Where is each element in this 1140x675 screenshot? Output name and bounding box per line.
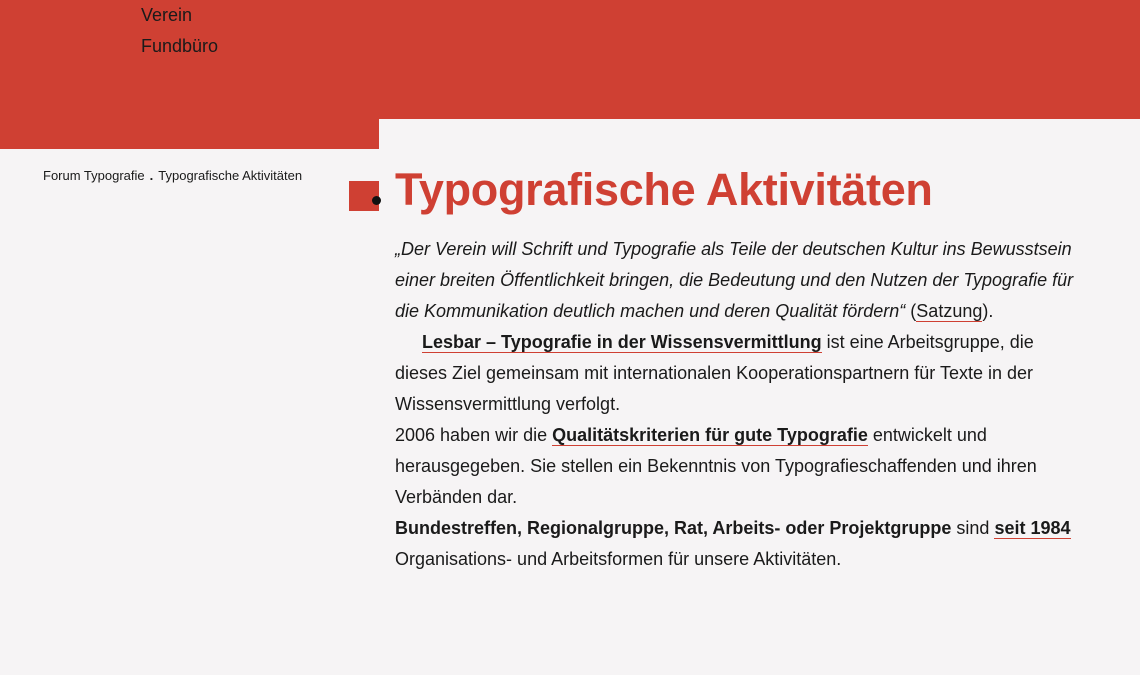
lesbar-link[interactable]: Lesbar – Typografie in der Wissensvermittlung [422, 332, 822, 352]
lesbar-paragraph [395, 327, 1085, 420]
breadcrumb-home-link[interactable]: Forum Typografie [43, 168, 145, 183]
breadcrumb [43, 168, 302, 183]
lesbar-text: ist eine Arbeitsgruppe, die dieses Ziel gemeinsam mit internationalen Kooperationspartnern für Texte in der Wissensvermittlung verfolgt. [395, 332, 1034, 414]
seit-1984-link[interactable]: seit 1984 [994, 518, 1071, 538]
main-nav [141, 0, 218, 62]
breadcrumb-separator: . [149, 168, 154, 183]
kriterien-text: entwickelt und herausgegeben. Sie stellen ein Bekenntnis von Typografieschaffenden und ihren Verbänden dar. [395, 425, 1037, 507]
nav-item-fundbuero[interactable]: Fundbüro [141, 36, 219, 56]
quote-text: „Der Verein will Schrift und Typografie als Teile der deutschen Kultur ins Bewusstsein einer breiten Öffentlichkeit bringen, die Bedeutung und den Nutzen der Typografie für die Kommunikation deutlich machen und deren Qualität fördern“ [395, 239, 1074, 321]
quote-paren-close: ). [982, 301, 994, 321]
header-band-extension [0, 119, 379, 149]
breadcrumb-current: Typografische Aktivitäten [158, 168, 303, 183]
page-title: Typografische Aktivitäten [395, 164, 933, 215]
forms-bold: Bundestreffen, Regionalgruppe, Rat, Arbeits- oder Projektgruppe [395, 518, 952, 538]
satzung-link[interactable]: Satzung [916, 301, 983, 321]
quote-paren-open: ( [905, 301, 917, 321]
forms-paragraph [395, 513, 1085, 575]
kriterien-link[interactable]: Qualitätskriterien für gute Typografie [552, 425, 868, 445]
title-dot-marker [372, 196, 381, 205]
quote-paragraph [395, 234, 1085, 327]
kriterien-pre: 2006 haben wir die [395, 425, 553, 445]
forms-text: Organisations- und Arbeitsformen für unsere Aktivitäten. [395, 549, 842, 569]
nav-item-verein[interactable]: Verein [141, 5, 193, 25]
kriterien-paragraph [395, 420, 1085, 513]
forms-mid: sind [951, 518, 995, 538]
main-content [395, 234, 1085, 575]
